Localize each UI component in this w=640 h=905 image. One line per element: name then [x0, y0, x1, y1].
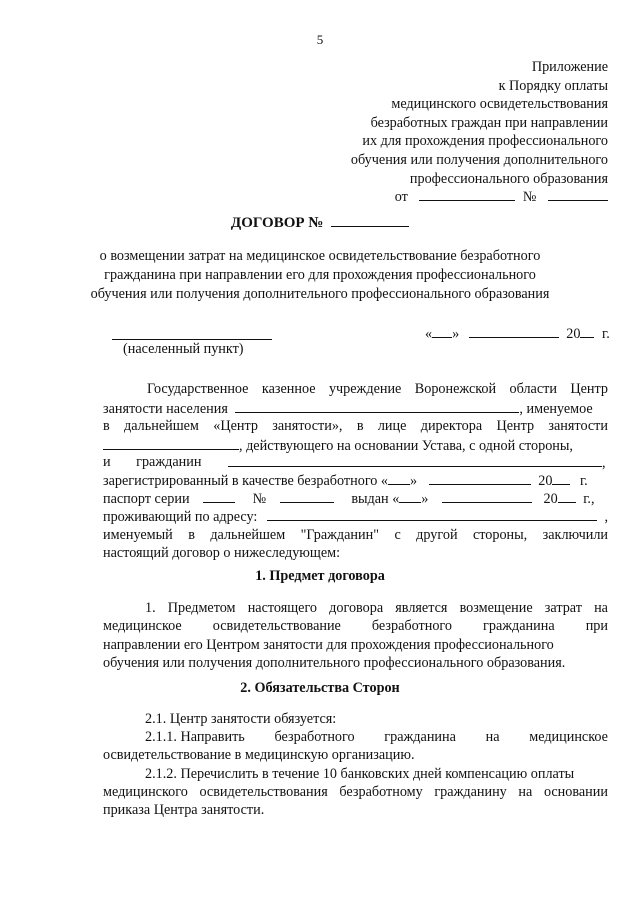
word: «Центр: [213, 418, 258, 434]
parties-line-7: [103, 490, 595, 508]
appendix-line: Приложение: [531, 59, 608, 75]
word: Предметом: [167, 600, 236, 616]
word: Государственное: [147, 381, 249, 397]
day-blank: [432, 325, 452, 338]
appendix-line: к Порядку оплаты: [498, 77, 608, 94]
word: занятости»,: [272, 418, 343, 434]
subtitle-line: обучения или получения дополнительного профессионального образования: [90, 286, 550, 302]
date-blank: [419, 188, 515, 201]
director-name-blank: [103, 437, 239, 450]
section-2-para-3-line-2: [103, 784, 608, 801]
section-2-para-2: [145, 729, 608, 746]
word: при: [585, 618, 608, 634]
from-label: от: [394, 189, 408, 206]
reg-month-blank: [429, 472, 531, 485]
section-2-para-1: 2.1. Центр занятости обязуется:: [145, 711, 337, 727]
word: 2.1.1. Направить: [145, 729, 245, 745]
word: гражданина: [384, 729, 456, 745]
passport-series-blank: [203, 490, 235, 503]
word: 1.: [145, 600, 156, 616]
year-blank: [580, 325, 594, 338]
employment-center-blank: [235, 400, 519, 413]
word: настоящего: [247, 600, 318, 616]
section-1-line-2: [103, 618, 608, 635]
word: медицинское: [529, 729, 608, 745]
year-suffix: г.: [602, 326, 610, 342]
word: лице: [377, 418, 407, 434]
date-open-quote: «: [425, 326, 433, 342]
year-suffix: г.: [579, 473, 588, 489]
date-close-quote: »: [452, 326, 460, 342]
word: медицинское: [103, 618, 182, 634]
employment-center-label: занятости населения: [103, 401, 228, 417]
contract-number-blank: [331, 214, 409, 227]
word: казенное: [261, 381, 316, 397]
quote: »: [421, 491, 429, 507]
section-2-para-3: 2.1.2. Перечислить в течение 10 банковских дней компенсацию оплаты: [145, 766, 575, 782]
page-number: 5: [316, 32, 324, 47]
year-prefix: 20: [538, 473, 553, 489]
word: Центр: [496, 418, 535, 434]
section-1-line-4: обучения или получения дополнительного профессионального образования.: [103, 655, 566, 671]
word: медицинского: [103, 784, 188, 800]
word: и: [103, 454, 111, 470]
word: в: [103, 418, 110, 434]
address-blank: [267, 508, 597, 521]
word: "Гражданин": [300, 527, 380, 543]
word: Центр: [570, 381, 608, 397]
place-label: (населенный пункт): [123, 341, 244, 357]
passport-series-label: паспорт серии: [103, 491, 190, 507]
word: с: [394, 527, 401, 543]
year-suffix: г.,: [583, 491, 595, 507]
address-label: проживающий по адресу:: [103, 509, 258, 525]
parties-line-3: [103, 418, 608, 435]
issue-day-blank: [399, 490, 421, 503]
word: стороны,: [472, 527, 528, 543]
issued-label: выдан «: [351, 491, 400, 507]
parties-line-8: [103, 508, 608, 526]
parties-line-2: [103, 400, 593, 418]
word: безработному: [339, 784, 423, 800]
word: договора: [329, 600, 384, 616]
word: в: [188, 527, 195, 543]
word: на: [518, 784, 533, 800]
passport-number-blank: [280, 490, 334, 503]
parties-line-6: [103, 472, 588, 490]
citizen-name-blank: [228, 454, 602, 467]
word: на: [485, 729, 500, 745]
word: учреждение: [328, 381, 402, 397]
place-blank: [112, 327, 272, 340]
citizen-label: гражданин: [136, 454, 202, 470]
word: именуемый: [103, 527, 173, 543]
parties-line-1: [147, 381, 608, 398]
appendix-line: медицинского освидетельствования: [391, 96, 608, 113]
issue-month-blank: [442, 490, 532, 503]
month-blank: [469, 325, 559, 338]
word: безработного: [274, 729, 355, 745]
parties-line-10: настоящий договор о нижеследующем:: [103, 545, 341, 561]
citizen-blank-line: [228, 454, 606, 472]
word: безработного: [371, 618, 452, 634]
subtitle-line: гражданина при направлении его для прохождения профессионального: [104, 267, 536, 283]
number-blank: [548, 188, 608, 201]
section-2-heading: 2. Обязательства Сторон: [240, 680, 400, 696]
word: занятости: [548, 418, 608, 434]
word: Воронежской: [414, 381, 497, 397]
word: другой: [416, 527, 458, 543]
word: области: [509, 381, 557, 397]
appendix-line: обучения или получения дополнительного: [350, 151, 608, 168]
word: возмещение: [459, 600, 533, 616]
word: затрат: [544, 600, 582, 616]
parties-line-9: [103, 527, 608, 544]
section-2-para-2-cont: освидетельствование в медицинскую организацию.: [103, 747, 415, 763]
word: дальнейшем: [124, 418, 199, 434]
issue-year-blank: [558, 490, 576, 503]
word: освидетельствования: [199, 784, 328, 800]
word: гражданину: [434, 784, 507, 800]
parties-line-4: [103, 437, 573, 455]
named-label: , именуемое: [519, 401, 593, 417]
year-prefix: 20: [543, 491, 558, 507]
word: в: [356, 418, 364, 434]
word: основании: [543, 784, 608, 800]
word: на: [594, 600, 608, 616]
appendix-date-number: [351, 188, 608, 207]
section-1-heading: 1. Предмет договора: [255, 568, 385, 584]
subtitle-line: о возмещении затрат на медицинское освидетельствование безработного: [99, 248, 541, 264]
appendix-block: [351, 58, 608, 207]
comma: ,: [602, 455, 606, 471]
acting-basis-text: , действующего на основании Устава, с одной стороны,: [239, 438, 573, 454]
quote: »: [410, 473, 418, 489]
contract-subtitle: [0, 247, 640, 304]
reg-year-blank: [552, 472, 570, 485]
registered-unemployed-text: зарегистрированный в качестве безработного «: [103, 473, 389, 489]
word: дальнейшем: [210, 527, 286, 543]
section-1-line-3: направлении его Центром занятости для прохождения профессионального: [103, 637, 554, 653]
comma: ,: [604, 509, 608, 525]
year-prefix: 20: [566, 326, 581, 342]
reg-day-blank: [388, 472, 410, 485]
word: директора: [420, 418, 483, 434]
number-label: №: [252, 491, 267, 507]
word: освидетельствование: [212, 618, 341, 634]
word: заключили: [542, 527, 608, 543]
section-1-line-1: [145, 600, 608, 617]
contract-title: [0, 214, 640, 232]
word: гражданина: [483, 618, 555, 634]
section-2-para-3-line-3: приказа Центра занятости.: [103, 802, 265, 818]
appendix-line: профессионального образования: [409, 170, 608, 187]
appendix-line: их для прохождения профессионального: [362, 133, 608, 150]
number-label: №: [522, 189, 537, 206]
word: является: [395, 600, 448, 616]
contract-title-text: ДОГОВОР №: [230, 215, 324, 231]
contract-date: [425, 325, 610, 343]
appendix-line: безработных граждан при направлении: [370, 114, 608, 131]
